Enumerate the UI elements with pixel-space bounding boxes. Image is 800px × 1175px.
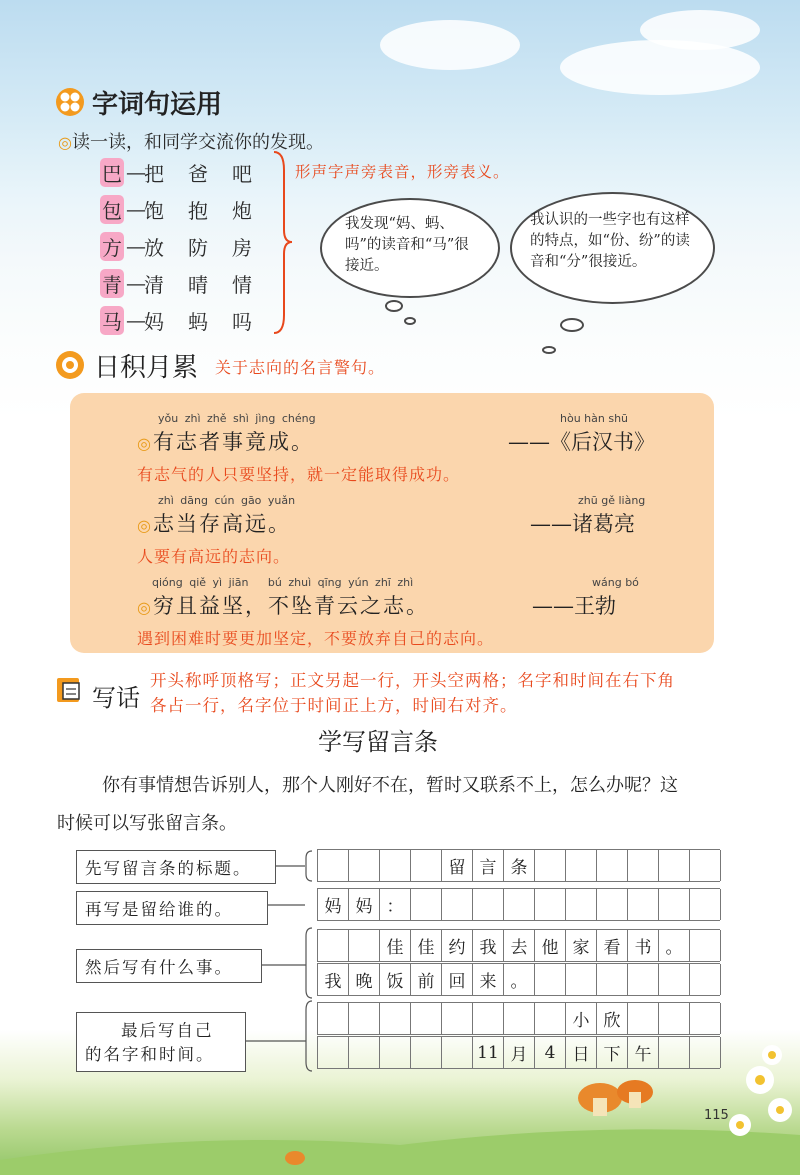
grid-cell: 看 — [597, 930, 628, 961]
quote-pinyin: zhì dāng cún gāo yuǎn — [158, 494, 296, 507]
grid-cell — [349, 1003, 380, 1034]
word: 吧 — [232, 161, 252, 186]
step-box: 再写是留给谁的。 — [76, 891, 268, 925]
body-text: 你有事情想告诉别人，那个人刚好不在，暂时又联系不上，怎么办呢？这 — [102, 775, 678, 796]
grid-cell: 佳 — [411, 930, 442, 961]
grid-cell — [411, 850, 442, 881]
grid-cell: 回 — [442, 964, 473, 995]
quote-pinyin: qióng qiě yì jiān bú zhuì qīng yún zhī zhì — [152, 576, 414, 589]
grid-cell: 欣 — [597, 1003, 628, 1034]
quote-text: 有志者事竟成。 — [152, 430, 314, 454]
quote-pinyin: yǒu zhì zhě shì jìng chéng — [158, 412, 316, 425]
grid-cell — [411, 889, 442, 920]
grid-cell — [659, 1003, 690, 1034]
grid-cell — [442, 889, 473, 920]
grid-cell — [380, 850, 411, 881]
root-char: 巴 — [100, 158, 124, 187]
grid-cell — [690, 1003, 721, 1034]
bubble-text: 我认识的一些字也有这样的特点，如“份、纷”的读音和“分”很接近。 — [530, 212, 690, 270]
grid-cell: 下 — [597, 1037, 628, 1068]
grid-cell — [318, 1003, 349, 1034]
grid-cell — [473, 1003, 504, 1034]
section-subtitle: 关于志向的名言警句。 — [215, 358, 386, 377]
grid-cell: 去 — [504, 930, 535, 961]
grid-cell — [690, 889, 721, 920]
grid-cell — [628, 964, 659, 995]
grid-cell — [349, 850, 380, 881]
word: 爸 — [188, 161, 208, 186]
quote-source: ——王勃 — [532, 594, 616, 618]
grid-cell: 留 — [442, 850, 473, 881]
grid-row — [317, 849, 720, 882]
grid-cell — [318, 930, 349, 961]
grid-cell — [566, 964, 597, 995]
grid-cell — [690, 850, 721, 881]
grid-cell: 约 — [442, 930, 473, 961]
grid-cell — [349, 930, 380, 961]
source-pinyin: zhū gě liàng — [578, 494, 646, 507]
grid-cell: 。 — [504, 964, 535, 995]
word: 情 — [232, 272, 252, 297]
section-title: 字词句运用 — [92, 90, 223, 120]
word: 饱 — [144, 198, 164, 223]
word: 清 — [144, 272, 164, 297]
grid-cell: 11 — [473, 1037, 504, 1068]
grid-cell — [628, 1003, 659, 1034]
grid-cell: 月 — [504, 1037, 535, 1068]
step-text: 的名字和时间。 — [85, 1045, 215, 1064]
quote-source: ——《后汉书》 — [508, 430, 655, 454]
source-pinyin: hòu hàn shū — [560, 412, 629, 425]
step-box: 然后写有什么事。 — [76, 949, 262, 983]
grid-cell — [411, 1003, 442, 1034]
quote-meaning: 人要有高远的志向。 — [137, 547, 291, 566]
grid-row — [317, 963, 720, 996]
grid-cell: 4 — [535, 1037, 566, 1068]
grid-cell — [597, 889, 628, 920]
grid-cell — [597, 850, 628, 881]
word: 妈 — [144, 309, 164, 334]
grid-cell — [659, 889, 690, 920]
grid-cell — [690, 930, 721, 961]
section-title: 写话 — [92, 684, 140, 712]
grid-cell: 佳 — [380, 930, 411, 961]
grid-cell: 他 — [535, 930, 566, 961]
writing-note: 开头称呼顶格写；正文另起一行，开头空两格；名字和时间在右下角 — [150, 671, 675, 690]
grid-cell: 。 — [659, 930, 690, 961]
word: 吗 — [232, 309, 252, 334]
grid-cell — [318, 850, 349, 881]
root-char: 方 — [100, 232, 124, 261]
bracket-note: 形声字声旁表音，形旁表义。 — [295, 163, 510, 181]
grid-cell — [535, 964, 566, 995]
grid-cell: 晚 — [349, 964, 380, 995]
grid-cell — [442, 1003, 473, 1034]
grid-cell — [659, 964, 690, 995]
grid-row — [317, 888, 720, 921]
grid-cell — [473, 889, 504, 920]
source-pinyin: wáng bó — [592, 576, 639, 589]
grid-cell — [566, 889, 597, 920]
word: 把 — [144, 161, 164, 186]
quote-meaning: 遇到困难时要更加坚定，不要放弃自己的志向。 — [137, 629, 495, 648]
grid-cell — [628, 889, 659, 920]
word: 房 — [232, 235, 252, 260]
grid-cell: 妈 — [318, 889, 349, 920]
heading: 学写留言条 — [318, 728, 438, 756]
list-item: 包 — 饱 抱 炮 — [100, 193, 276, 225]
list-item: 方 — 放 防 房 — [100, 230, 276, 262]
grid-cell: 妈 — [349, 889, 380, 920]
list-item: 马 — 妈 蚂 吗 — [100, 304, 276, 336]
grid-cell: ： — [380, 889, 411, 920]
grid-cell — [380, 1003, 411, 1034]
grid-cell — [628, 850, 659, 881]
grid-cell — [535, 889, 566, 920]
grid-cell: 家 — [566, 930, 597, 961]
grid-cell — [535, 850, 566, 881]
circle-bullet-icon: ◎ — [58, 133, 72, 152]
word: 晴 — [188, 272, 208, 297]
bubble-text: 我发现“妈、蚂、吗”的读音和“马”很接近。 — [345, 216, 469, 274]
grid-cell: 条 — [504, 850, 535, 881]
grid-cell — [535, 1003, 566, 1034]
quote-source: ——诸葛亮 — [530, 512, 635, 536]
grid-cell: 前 — [411, 964, 442, 995]
grid-cell: 日 — [566, 1037, 597, 1068]
grid-cell: 书 — [628, 930, 659, 961]
grid-cell — [566, 850, 597, 881]
list-item: 青 — 清 晴 情 — [100, 267, 276, 299]
circle-bullet-icon: ◎ — [137, 516, 153, 535]
grid-cell — [597, 964, 628, 995]
grid-cell — [659, 850, 690, 881]
instruction-text: 读一读，和同学交流你的发现。 — [71, 132, 324, 153]
root-char: 青 — [100, 269, 124, 298]
quote-text: 穷且益坚，不坠青云之志。 — [152, 594, 429, 618]
grid-cell: 我 — [473, 930, 504, 961]
root-char: 马 — [100, 306, 124, 335]
grid-cell — [690, 964, 721, 995]
step-text: 最后写自己 — [121, 1021, 214, 1040]
writing-note: 各占一行，名字位于时间正上方，时间右对齐。 — [150, 696, 518, 715]
body-text: 时候可以写张留言条。 — [57, 813, 237, 834]
grid-cell: 来 — [473, 964, 504, 995]
word: 蚂 — [188, 309, 208, 334]
word: 防 — [188, 235, 208, 260]
page-number: 115 — [704, 1108, 729, 1123]
grid-cell: 小 — [566, 1003, 597, 1034]
root-char: 包 — [100, 195, 124, 224]
circle-bullet-icon: ◎ — [137, 598, 153, 617]
grid-cell: 饭 — [380, 964, 411, 995]
word: 放 — [144, 235, 164, 260]
grid-row — [317, 929, 720, 962]
grid-row — [317, 1002, 720, 1035]
list-item: 巴 — 把 爸 吧 — [100, 156, 276, 188]
quote-meaning: 有志气的人只要坚持，就一定能取得成功。 — [137, 465, 461, 484]
word: 炮 — [232, 198, 252, 223]
word: 抱 — [188, 198, 208, 223]
section-title: 日积月累 — [94, 353, 199, 383]
grid-cell — [504, 1003, 535, 1034]
grid-cell: 午 — [628, 1037, 659, 1068]
grid-cell: 我 — [318, 964, 349, 995]
grid-cell — [504, 889, 535, 920]
circle-bullet-icon: ◎ — [137, 434, 153, 453]
grid-cell: 言 — [473, 850, 504, 881]
quote-text: 志当存高远。 — [152, 512, 291, 536]
step-box: 先写留言条的标题。 — [76, 850, 276, 884]
grass-decoration — [0, 1040, 800, 1175]
